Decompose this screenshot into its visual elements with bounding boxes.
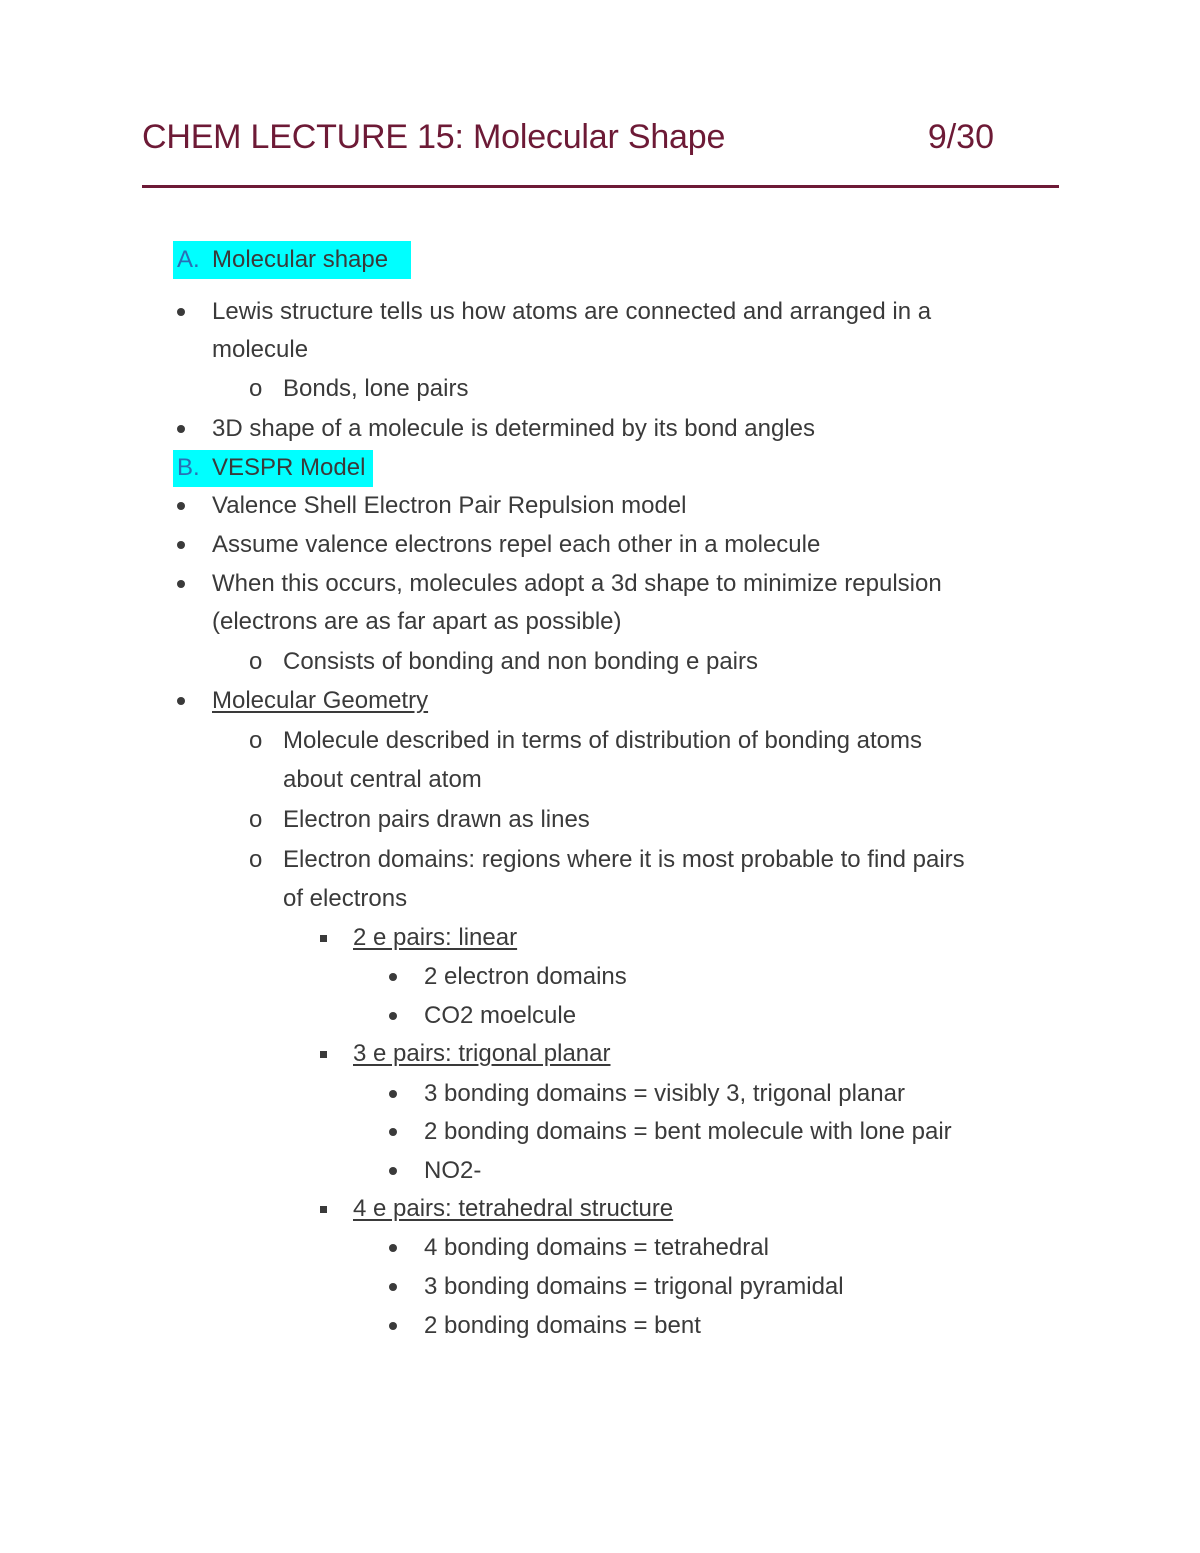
list-item: molecule: [212, 336, 309, 363]
page-title: CHEM LECTURE 15: Molecular Shape: [142, 118, 726, 156]
list-item: 2 bonding domains = bent: [424, 1312, 701, 1339]
list-item: CO2 moelcule: [424, 1002, 577, 1029]
list-item: Assume valence electrons repel each other in a molecule: [212, 531, 821, 558]
section-a-title: Molecular shape: [212, 246, 389, 273]
bullet-icon: [389, 1167, 397, 1175]
bullet-icon: [177, 580, 185, 588]
sub-bullet-icon: o: [249, 846, 263, 873]
bullet-icon: [177, 425, 185, 433]
list-item-heading: 2 e pairs: linear: [353, 924, 518, 951]
section-b-title: VESPR Model: [212, 454, 366, 481]
list-item: 3D shape of a molecule is determined by its bond angles: [212, 415, 816, 442]
square-bullet-icon: [320, 1051, 327, 1058]
bullet-icon: [389, 1283, 397, 1291]
bullet-icon: [389, 1244, 397, 1252]
list-item: Electron domains: regions where it is most probable to find pairs: [283, 846, 965, 873]
list-item-heading: 3 e pairs: trigonal planar: [353, 1040, 611, 1067]
sub-bullet-icon: o: [249, 375, 263, 402]
square-bullet-icon: [320, 1206, 327, 1213]
list-item: Electron pairs drawn as lines: [283, 806, 590, 833]
section-a-letter: A.: [177, 246, 200, 273]
section-b-letter: B.: [177, 454, 200, 481]
list-item-heading: 4 e pairs: tetrahedral structure: [353, 1195, 674, 1222]
list-item: Valence Shell Electron Pair Repulsion model: [212, 492, 687, 519]
bullet-icon: [389, 1322, 397, 1330]
list-item: 2 bonding domains = bent molecule with lone pair: [424, 1118, 952, 1145]
list-item: (electrons are as far apart as possible): [212, 608, 622, 635]
sub-bullet-icon: o: [249, 648, 263, 675]
list-item: about central atom: [283, 766, 482, 793]
list-item: of electrons: [283, 885, 408, 912]
list-item: 2 electron domains: [424, 963, 627, 990]
sub-bullet-icon: o: [249, 727, 263, 754]
list-item: 3 bonding domains = visibly 3, trigonal planar: [424, 1080, 905, 1107]
list-item: Bonds, lone pairs: [283, 375, 469, 402]
lecture-date: 9/30: [927, 118, 994, 156]
list-item-heading: Molecular Geometry: [212, 687, 429, 714]
list-item: 3 bonding domains = trigonal pyramidal: [424, 1273, 844, 1300]
bullet-icon: [177, 697, 185, 705]
bullet-icon: [389, 1128, 397, 1136]
list-item: Molecule described in terms of distribution of bonding atoms: [283, 727, 922, 754]
bullet-icon: [177, 502, 185, 510]
list-item: 4 bonding domains = tetrahedral: [424, 1234, 769, 1261]
bullet-icon: [389, 973, 397, 981]
square-bullet-icon: [320, 935, 327, 942]
list-item: Consists of bonding and non bonding e pairs: [283, 648, 759, 675]
bullet-icon: [389, 1090, 397, 1098]
bullet-icon: [389, 1012, 397, 1020]
sub-bullet-icon: o: [249, 806, 263, 833]
title-row: [142, 118, 994, 168]
list-item: When this occurs, molecules adopt a 3d shape to minimize repulsion: [212, 570, 942, 597]
title-divider: [142, 185, 1059, 188]
bullet-icon: [177, 541, 185, 549]
list-item: NO2-: [424, 1157, 482, 1184]
bullet-icon: [177, 308, 185, 316]
list-item: Lewis structure tells us how atoms are connected and arranged in a: [212, 298, 932, 325]
